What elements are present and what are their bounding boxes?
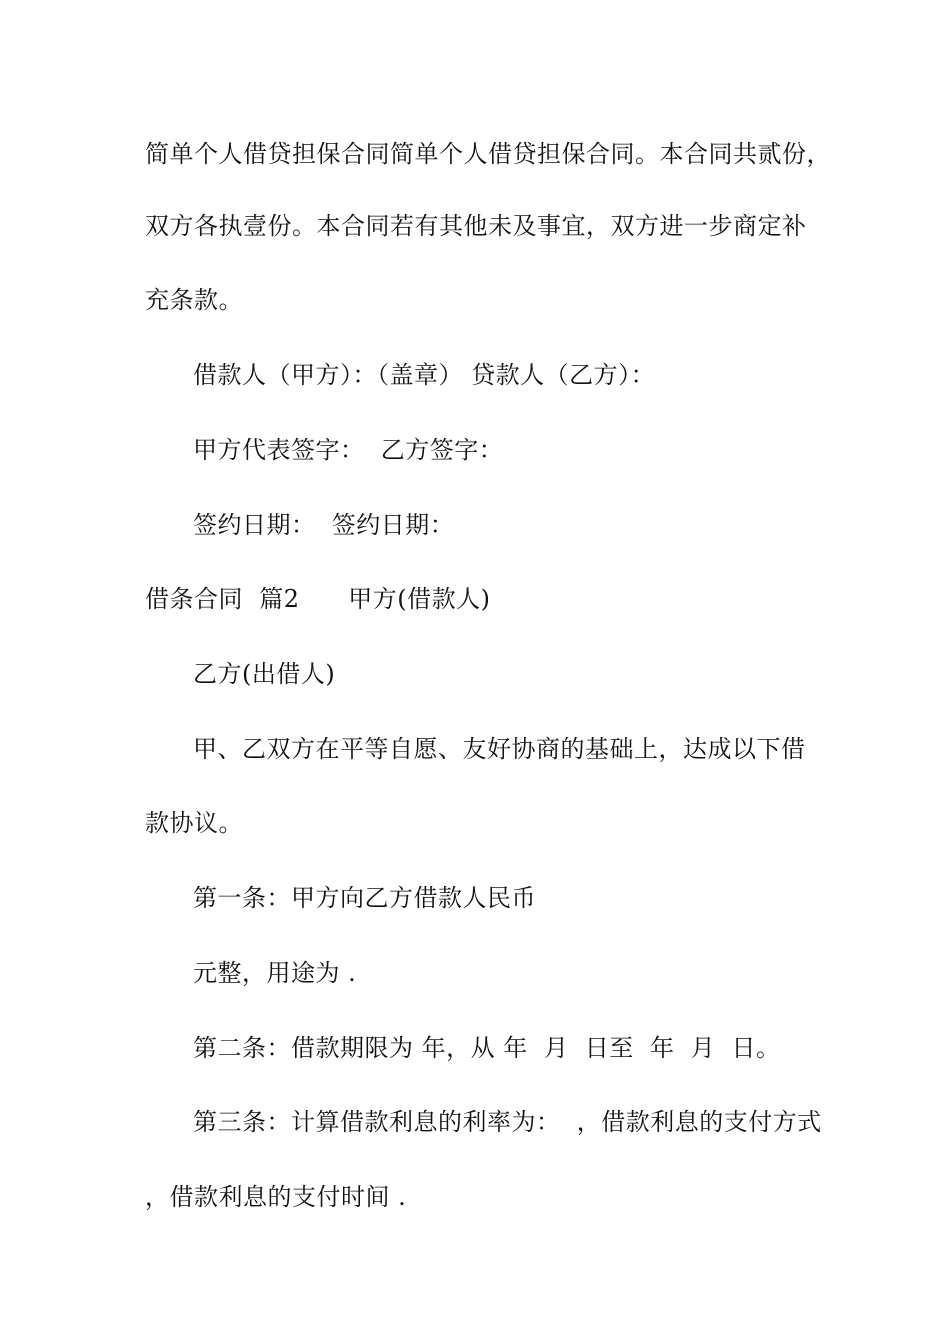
text-line: 款协议。 [145, 809, 243, 837]
text-line: ，借款利息的支付时间 . [145, 1183, 407, 1211]
text-line: 第一条：甲方向乙方借款人民币 [193, 884, 536, 912]
text-line: 甲方代表签字： 乙方签字： [193, 436, 504, 464]
text-line: 简单个人借贷担保合同简单个人借贷担保合同。本合同共贰份， [145, 140, 831, 168]
text-line: 签约日期： 签约日期： [193, 511, 455, 539]
text-line: 充条款。 [145, 286, 243, 314]
text-line: 第二条：借款期限为 年，从 年 月 日至 年 月 日。 [193, 1034, 781, 1062]
section-heading: 借条合同 篇2 甲方(借款人) [145, 585, 491, 613]
text-line: 第三条：计算借款利息的利率为： ，借款利息的支付方式 [193, 1108, 822, 1136]
text-line: 借款人（甲方）：（盖章） 贷款人（乙方）： [193, 361, 656, 389]
text-line: 元整，用途为 . [193, 959, 357, 987]
text-line: 甲、乙双方在平等自愿、友好协商的基础上，达成以下借 [193, 735, 806, 763]
text-line: 双方各执壹份。本合同若有其他未及事宜，双方进一步商定补 [145, 212, 807, 240]
text-line: 乙方(出借人) [193, 660, 336, 688]
